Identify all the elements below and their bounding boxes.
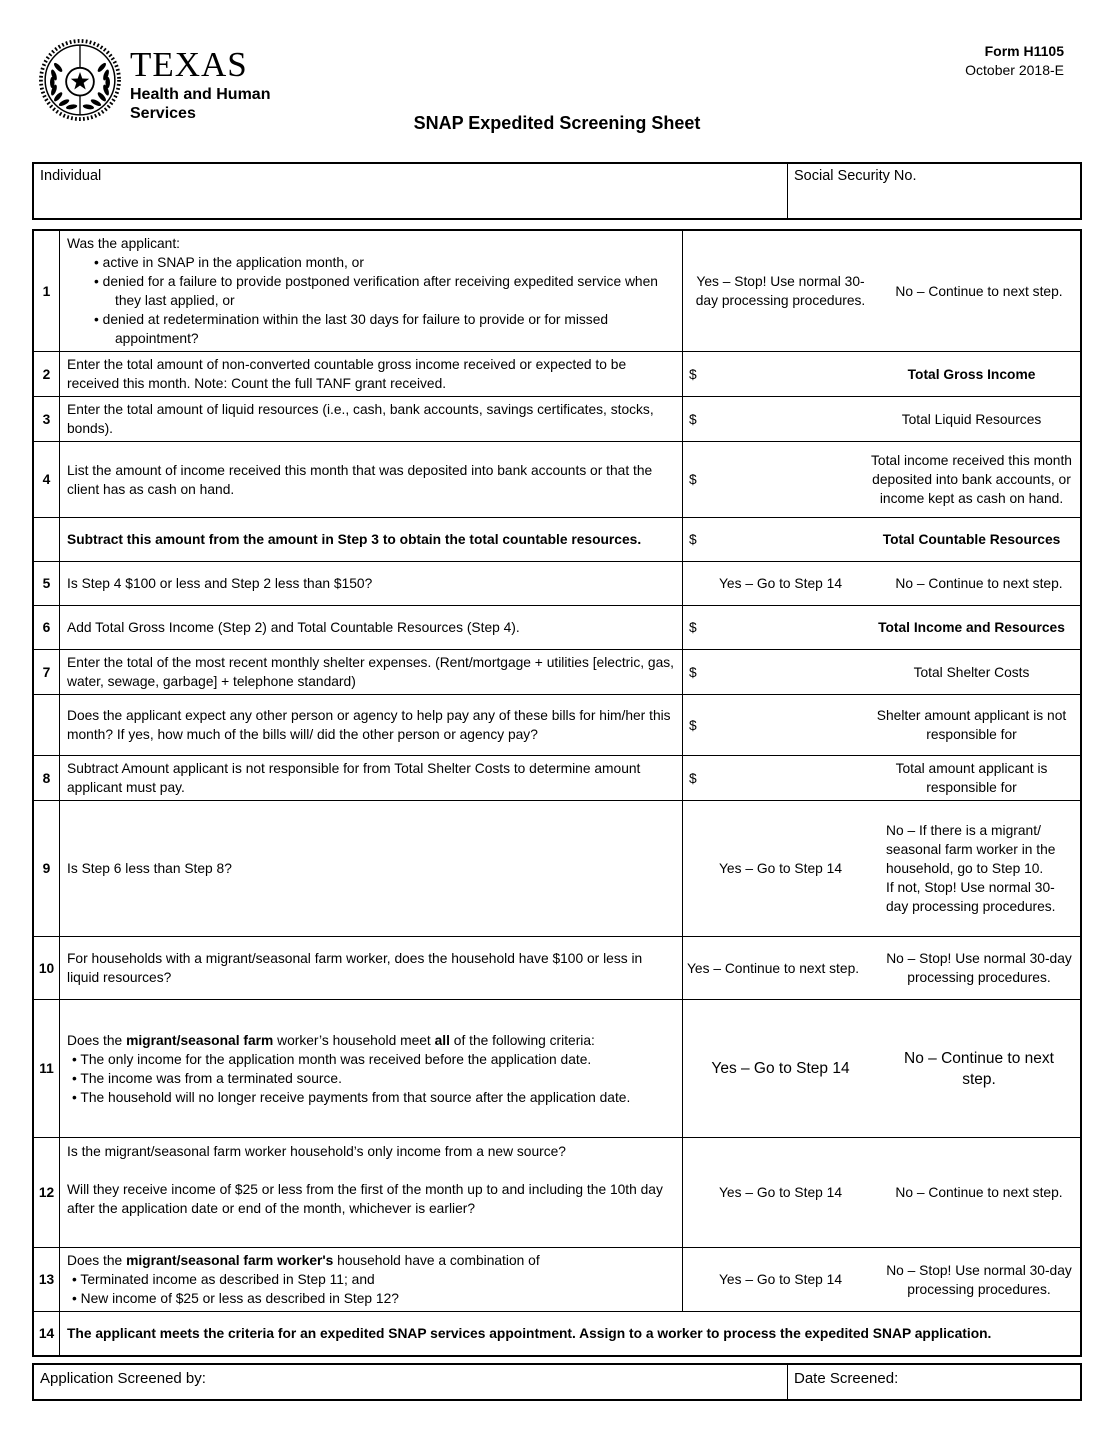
question-bullet: • active in SNAP in the application month, or bbox=[67, 253, 675, 272]
step-row-10 bbox=[34, 937, 1080, 1000]
step-row-12 bbox=[34, 1138, 1080, 1248]
dollar-sign: $ bbox=[689, 472, 697, 487]
question-segment: Does the bbox=[67, 1032, 127, 1048]
step-number: 7 bbox=[34, 650, 60, 694]
step-answers bbox=[683, 231, 1080, 351]
step-row-5 bbox=[34, 562, 1080, 606]
amount-label: Total amount applicant is responsible for bbox=[895, 761, 1048, 795]
step-question bbox=[60, 1000, 683, 1137]
step-question bbox=[60, 562, 683, 605]
question-bullet: • The income was from a terminated source. bbox=[67, 1069, 675, 1088]
step4-amount-field[interactable] bbox=[697, 442, 869, 517]
step7b-amount-field[interactable] bbox=[697, 695, 869, 755]
step-question bbox=[60, 231, 683, 351]
dollar-sign: $ bbox=[689, 770, 697, 786]
logo-texas-text: TEXAS bbox=[130, 45, 248, 84]
step-number: 5 bbox=[34, 562, 60, 605]
question-text: For households with a migrant/seasonal farm worker, does the household have $100 or less in liquid resources? bbox=[67, 951, 643, 985]
amount-label: Total income received this month deposited into bank accounts, or income kept as cash on hand. bbox=[871, 453, 1072, 506]
dollar-sign: $ bbox=[689, 411, 697, 427]
step-question bbox=[60, 352, 683, 396]
question-bullet: • New income of $25 or less as described in Step 12? bbox=[67, 1289, 675, 1308]
question-segment: worker’s household meet bbox=[273, 1032, 435, 1048]
step-number: 9 bbox=[34, 801, 60, 936]
form-number: Form H1105 bbox=[984, 43, 1064, 59]
step-row-4b bbox=[34, 518, 1080, 562]
step8-amount-field[interactable] bbox=[697, 756, 869, 800]
step-answers bbox=[683, 650, 1080, 694]
yes-instruction: Yes – Go to Step 14 bbox=[719, 1185, 842, 1200]
individual-cell bbox=[34, 164, 788, 218]
no-instruction: No – Stop! Use normal 30-day processing procedures. bbox=[886, 951, 1072, 985]
step-statement bbox=[60, 1312, 1080, 1355]
texas-hhs-logo bbox=[38, 38, 270, 123]
no-instruction: No – If there is a migrant/ seasonal farm worker in the household, go to Step 10. If not, Stop! Use normal 30-day processing procedures. bbox=[886, 823, 1056, 914]
yes-instruction: Yes – Stop! Use normal 30-day processing procedures. bbox=[695, 274, 866, 308]
step-question bbox=[60, 650, 683, 694]
step-answers bbox=[683, 606, 1080, 649]
ssn-cell bbox=[788, 164, 1080, 218]
step-row-9 bbox=[34, 801, 1080, 937]
step-number: 13 bbox=[34, 1248, 60, 1311]
step-question bbox=[60, 756, 683, 800]
amount-label: Shelter amount applicant is not responsible for bbox=[876, 708, 1067, 742]
no-instruction: No – Continue to next step. bbox=[904, 1049, 1054, 1088]
question-text: Is Step 4 $100 or less and Step 2 less than $150? bbox=[67, 576, 373, 591]
step-answers bbox=[683, 756, 1080, 800]
step-row-13 bbox=[34, 1248, 1080, 1312]
date-screened-label: Date Screened: bbox=[794, 1370, 899, 1387]
question-text: Enter the total of the most recent monthly shelter expenses. (Rent/mortgage + utilities [electric, gas, water, sewage, garbage] + telephone standard) bbox=[67, 655, 674, 689]
question-text: Enter the total amount of liquid resources (i.e., cash, bank accounts, savings certificates, stocks, bonds). bbox=[67, 402, 654, 436]
step-answers bbox=[683, 1138, 1080, 1247]
step-question bbox=[60, 518, 683, 561]
screening-footer bbox=[32, 1363, 1082, 1401]
step-answers bbox=[683, 442, 1080, 517]
step-number: 12 bbox=[34, 1138, 60, 1247]
question-text bbox=[67, 1031, 675, 1050]
step2-amount-field[interactable] bbox=[697, 352, 869, 396]
step-answers bbox=[683, 801, 1080, 936]
step-question bbox=[60, 1138, 683, 1247]
no-instruction: No – Continue to next step. bbox=[895, 1185, 1063, 1200]
step-row-4 bbox=[34, 442, 1080, 518]
question-bullet: • Terminated income as described in Step 11; and bbox=[67, 1270, 675, 1289]
individual-label: Individual bbox=[40, 168, 102, 184]
page-title: SNAP Expedited Screening Sheet bbox=[413, 113, 701, 133]
step-answers bbox=[683, 1248, 1080, 1311]
no-instruction: No – Stop! Use normal 30-day processing procedures. bbox=[886, 1262, 1072, 1297]
step-row-1 bbox=[34, 231, 1080, 352]
step-question bbox=[60, 801, 683, 936]
texas-seal-icon bbox=[38, 38, 122, 122]
dollar-sign: $ bbox=[689, 664, 697, 680]
yes-instruction: Yes – Continue to next step. bbox=[687, 960, 860, 976]
screened-by-cell bbox=[34, 1365, 788, 1399]
step-number: 2 bbox=[34, 352, 60, 396]
amount-label: Total Gross Income bbox=[907, 366, 1036, 382]
step-answers bbox=[683, 695, 1080, 755]
screened-by-label: Application Screened by: bbox=[40, 1370, 206, 1387]
step-number: 6 bbox=[34, 606, 60, 649]
identity-box bbox=[32, 162, 1082, 220]
step-number: 8 bbox=[34, 756, 60, 800]
question-bullet: • The only income for the application month was received before the application date. bbox=[67, 1050, 675, 1069]
question-segment: migrant/seasonal farm worker's bbox=[126, 1253, 334, 1268]
question-text: Is the migrant/seasonal farm worker household’s only income from a new source? bbox=[67, 1144, 566, 1159]
steps-table bbox=[32, 229, 1082, 1357]
yes-instruction: Yes – Go to Step 14 bbox=[719, 576, 842, 591]
step-question bbox=[60, 606, 683, 649]
question-text: Add Total Gross Income (Step 2) and Total Countable Resources (Step 4). bbox=[67, 620, 520, 635]
question-text: Was the applicant: bbox=[67, 236, 180, 251]
individual-field[interactable] bbox=[40, 186, 781, 215]
step-question bbox=[60, 397, 683, 441]
ssn-field[interactable] bbox=[794, 186, 1074, 215]
step-number: 10 bbox=[34, 937, 60, 999]
step-row-8 bbox=[34, 756, 1080, 801]
step-number: 1 bbox=[34, 231, 60, 351]
question-text: Does the applicant expect any other person or agency to help pay any of these bills for him/her this month? If yes, how much of the bills will/ did the other person or agency pay? bbox=[67, 708, 671, 742]
step7-amount-field[interactable] bbox=[697, 650, 869, 694]
statement-text: The applicant meets the criteria for an expedited SNAP services appointment. Assign to a worker to process the expedited SNAP application. bbox=[67, 1326, 992, 1341]
dollar-sign: $ bbox=[689, 366, 697, 382]
question-text: Subtract this amount from the amount in Step 3 to obtain the total countable resources. bbox=[67, 532, 642, 547]
step-number: 11 bbox=[34, 1000, 60, 1137]
question-text bbox=[67, 1251, 675, 1270]
step-number: 4 bbox=[34, 442, 60, 517]
step-number: 14 bbox=[34, 1312, 60, 1355]
step-question bbox=[60, 937, 683, 999]
screened-by-field[interactable] bbox=[206, 1369, 781, 1395]
question-segment: migrant/seasonal farm bbox=[126, 1032, 274, 1048]
step-answers bbox=[683, 397, 1080, 441]
amount-label: Total Shelter Costs bbox=[913, 664, 1030, 680]
step6-amount-field[interactable] bbox=[697, 606, 869, 649]
dollar-sign: $ bbox=[689, 717, 697, 733]
form-header bbox=[32, 0, 1082, 162]
step-answers bbox=[683, 937, 1080, 999]
yes-instruction: Yes – Go to Step 14 bbox=[711, 1060, 850, 1077]
step-question bbox=[60, 695, 683, 755]
question-text: Will they receive income of $25 or less from the first of the month up to and including the 10th day after the application date or end of the month, whichever is earlier? bbox=[67, 1182, 663, 1216]
amount-label: Total Income and Resources bbox=[878, 620, 1065, 635]
question-bullet: • denied for a failure to provide postponed verification after receiving expedited service when they last applied, or bbox=[67, 272, 675, 310]
step-row-11 bbox=[34, 1000, 1080, 1138]
ssn-label: Social Security No. bbox=[794, 168, 917, 184]
yes-instruction: Yes – Go to Step 14 bbox=[719, 1272, 842, 1287]
question-segment: household have a combination of bbox=[333, 1253, 540, 1268]
logo-wordmark bbox=[130, 38, 270, 123]
no-instruction: No – Continue to next step. bbox=[895, 283, 1063, 299]
step-number: 3 bbox=[34, 397, 60, 441]
yes-instruction: Yes – Go to Step 14 bbox=[719, 861, 842, 876]
step3-amount-field[interactable] bbox=[697, 397, 869, 441]
question-text: Enter the total amount of non-converted countable gross income received or expected to be received this month. Note: Count the full TANF grant received. bbox=[67, 357, 627, 391]
question-segment: Does the bbox=[67, 1253, 127, 1268]
step-row-7b bbox=[34, 695, 1080, 756]
logo-subtitle: Health and Human Services bbox=[130, 86, 271, 122]
amount-label: Total Countable Resources bbox=[882, 532, 1061, 547]
question-text: List the amount of income received this month that was deposited into bank accounts or that the client has as cash on hand. bbox=[67, 462, 653, 497]
step-answers bbox=[683, 518, 1080, 561]
question-segment: of the following criteria: bbox=[449, 1032, 595, 1048]
question-bullet: • The household will no longer receive payments from that source after the application date. bbox=[67, 1088, 675, 1107]
amount-label: Total Liquid Resources bbox=[901, 411, 1042, 427]
step-question bbox=[60, 1248, 683, 1311]
step-number bbox=[34, 518, 60, 561]
step-row-3 bbox=[34, 397, 1080, 442]
step4b-amount-field[interactable] bbox=[697, 518, 869, 561]
form-meta bbox=[965, 42, 1064, 80]
date-screened-field[interactable] bbox=[898, 1369, 1074, 1395]
no-instruction: No – Continue to next step. bbox=[895, 576, 1063, 591]
step-row-6 bbox=[34, 606, 1080, 650]
dollar-sign: $ bbox=[689, 532, 697, 547]
question-bullet: • denied at redetermination within the last 30 days for failure to provide or for missed appointment? bbox=[67, 310, 675, 348]
step-row-2 bbox=[34, 352, 1080, 397]
form-date: October 2018-E bbox=[965, 62, 1064, 78]
step-answers bbox=[683, 352, 1080, 396]
dollar-sign: $ bbox=[689, 620, 697, 635]
question-text: Subtract Amount applicant is not responsible for from Total Shelter Costs to determine amount applicant must pay. bbox=[67, 761, 641, 795]
date-screened-cell bbox=[788, 1365, 1080, 1399]
step-row-7 bbox=[34, 650, 1080, 695]
question-segment: all bbox=[434, 1032, 450, 1048]
step-answers bbox=[683, 1000, 1080, 1137]
question-text: Is Step 6 less than Step 8? bbox=[67, 861, 232, 876]
step-number bbox=[34, 695, 60, 755]
step-answers bbox=[683, 562, 1080, 605]
step-row-14 bbox=[34, 1312, 1080, 1355]
step-question bbox=[60, 442, 683, 517]
